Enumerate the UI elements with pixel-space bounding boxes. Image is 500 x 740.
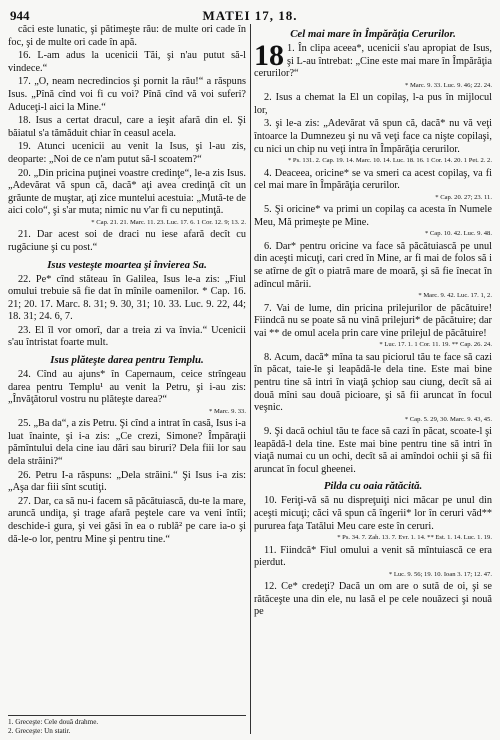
text: 8. Acum, dacă* mîna ta sau piciorul tău te face să cazi în păcat, taie-le şi leapădă-le dela tine. Este mai bine pentru tine să intri în viaţă şchiop sau ciung, decît să ai două mîni sau două picioare, şi să fii aruncat în focul veşnic. [254, 351, 492, 414]
left-column [8, 24, 246, 736]
text: 16. L-am adus la ucenicii Tăi, şi n'au putut să-l vindece.“ [8, 50, 246, 74]
verse [254, 426, 492, 476]
text: 22. Pe* cînd stăteau în Galilea, Isus le-a zis: „Fiul omului trebuie să fie dat în mînile oamenilor. * Cap. 16. 21; 20. 17. Marc. 8. 31; 9. 30, 31; 10. 33. Luc. 9. 22, 44; 18. 31; 24. 6, 7. [8, 273, 246, 323]
verse [254, 168, 492, 193]
text: 23. El îl vor omorî, dar a treia zi va învia.“ Ucenicii s'au întristat foarte mult. [8, 324, 246, 349]
footnote: 2. Greceşte: Un statir. [8, 727, 71, 736]
text: 27. Dar, ca să nu-i facem să păcătuiască, du-te la mare, aruncă undiţa, şi trage afară peştele care va veni întîi; deschide-i gura, şi vei găsi în ea o rublă² pe care ia-o şi dă-le-o lor, pentru Mine şi pentru tine.“ [8, 495, 246, 545]
cross-reference [254, 571, 492, 579]
text: 24. Cînd au ajuns* în Capernaum, ceice strîngeau darea pentru Templu¹ au venit la Petru, şi i-au zis: „Învăţătorul vostru nu plăteşte darea?“ [8, 369, 246, 406]
text: 5. Şi oricine* va primi un copilaş ca acesta în Numele Meu, Mă primeşte pe Mine. [254, 204, 492, 228]
cross-reference [254, 82, 492, 90]
text: 20. „Din pricina puţinei voastre credinţe“, le-a zis Isus. „Adevărat vă spun că, dacă* aţi avea credinţă cît un grăunte de muştar, aţi zice muntelui acestuia: „Mută-te de aici colo“, şi s'ar muta; nimic nu v'ar fi cu neputinţă. [8, 167, 246, 217]
verse [254, 92, 492, 117]
right-column [254, 24, 492, 736]
text: 21. Dar acest soi de draci nu iese afară decît cu rugăciune şi cu post.“ [8, 229, 246, 253]
page-number: 944 [10, 8, 30, 23]
verse [8, 470, 246, 495]
verse [254, 495, 492, 533]
verse [8, 496, 246, 546]
section-heading [254, 480, 492, 493]
chapter-number: 18 [254, 39, 284, 72]
verse [8, 229, 246, 254]
text: 25. „Ba da“, a zis Petru. Şi cînd a intrat în casă, Isus i-a luat înainte, şi i-a zis: „Ce crezi, Simone? Împăraţii pămîntului dela cine iau dări sau biruri? Dela fiii lor sau dela străini?“ [8, 418, 246, 468]
running-title: MATEI 17, 18. [202, 8, 298, 23]
footnotes [8, 715, 246, 736]
text: 18. Isus a certat dracul, care a ieşit afară din el. Şi băiatul s'a tămăduit chiar în ceasul acela. [8, 115, 246, 139]
section-heading [8, 354, 246, 367]
verse [8, 50, 246, 75]
verse [254, 303, 492, 341]
verse [254, 241, 492, 291]
text: * Ps. 34. 7. Zah. 13. 7. Evr. 1. 14. ** Est. 1. 14. Luc. 1. 19. [337, 534, 492, 542]
text: 11. Fiindcă* Fiul omului a venit să mîntuiască ce era pierdut. [254, 544, 492, 569]
verse [8, 141, 246, 166]
cross-reference [254, 292, 492, 300]
text: 4. Deaceea, oricine* se va smeri ca acest copilaş, va fi cel mai mare în Împărăţia cerurilor. [254, 167, 492, 192]
cross-reference [254, 157, 492, 165]
text: * Marc. 9. 33. [209, 407, 246, 415]
cross-reference [8, 408, 246, 416]
verse [8, 24, 246, 49]
text: Isus plăteşte darea pentru Templu. [50, 354, 204, 367]
cross-reference [254, 194, 492, 202]
verse [254, 118, 492, 156]
text: 1. În clipa aceea*, ucenicii s'au apropiat de Isus, şi L-au întrebat: „Cine este mai mare în Împărăţia cerurilor?“ [254, 43, 492, 80]
cross-reference [254, 230, 492, 238]
text: 10. Feriţi-vă să nu dispreţuiţi nici măcar pe unul din aceşti micuţi; căci vă spun că îngerii* lor în ceruri văd** pururea faţa Tatălui Meu care este în ceruri. [254, 495, 492, 532]
text: 9. Şi dacă ochiul tău te face să cazi în păcat, scoate-l şi leapădă-l dela tine. Este mai bine pentru tine să intri în viaţă numai cu un ochi, decît să ai amîndoi ochii şi să fii aruncat în focul gheenei. [254, 426, 492, 475]
verse [8, 369, 246, 407]
verse [254, 581, 492, 619]
text: căci este lunatic, şi pătimeşte rău: de multe ori cade în foc, şi de multe ori cade în apă. [8, 24, 246, 48]
cross-reference [254, 416, 492, 424]
text: * Luc. 9. 56; 19. 10. Ioan 3. 17; 12. 47. [388, 570, 492, 578]
chapter-start-verse [254, 39, 492, 81]
cross-reference [254, 341, 492, 349]
text: Cel mai mare în Împărăţia Cerurilor. [290, 28, 456, 40]
text: Isus vesteşte moartea şi învierea Sa. [47, 258, 207, 271]
footnote: 1. Greceşte: Cele două drahme. [8, 718, 99, 727]
text: * Luc. 17. 1. 1 Cor. 11. 19. ** Cap. 26. 24. [379, 341, 492, 349]
text: 19. Atunci ucenicii au venit la Isus, şi l-au zis, deoparte: „Noi de ce n'am putut să-l scoatem?“ [8, 141, 246, 165]
section-heading [254, 28, 492, 41]
verse [8, 115, 246, 140]
text: 6. Dar* pentru oricine va face să păcătuiască pe unul din aceşti micuţi, cari cred în Mine, ar fi mai de folos să i se atîrne de gît o piatră mare de moară, şi să fie înecat în adîncul mării. [254, 240, 492, 290]
verse [8, 274, 246, 324]
text: Pilda cu oaia rătăcită. [323, 480, 423, 493]
text: * Marc. 9. 33. Luc. 9. 46; 22. 24. [405, 81, 492, 89]
text: 26. Petru I-a răspuns: „Dela străini.“ Şi Isus i-a zis: „Aşa dar fiii sînt scutiţi. [8, 469, 246, 494]
verse [254, 545, 492, 570]
verse [8, 76, 246, 114]
text: 17. „O, neam necredincios şi pornit la rău!“ a răspuns Isus. „Pînă cînd voi fi cu voi? Pînă cînd vă voi suferi? Aduceţi-l aici la Mine.“ [8, 76, 246, 113]
verse [254, 352, 492, 415]
text: * Cap. 10. 42. Luc. 9. 48. [424, 230, 492, 238]
section-heading [8, 259, 246, 272]
verse [8, 325, 246, 350]
text: 12. Ce* credeţi? Dacă un om are o sută de oi, şi se rătăceşte una din ele, nu lasă el pe cele nouăzeci şi nouă pe [254, 581, 492, 618]
verse [8, 418, 246, 468]
text: 2. Isus a chemat la El un copilaş, l-a pus în mijlocul lor, [254, 92, 492, 116]
text: * Cap. 5. 29, 30. Marc. 9. 43, 45. [404, 415, 492, 423]
verse [8, 168, 246, 218]
cross-reference [8, 219, 246, 227]
text: * Cap. 21. 21. Marc. 11. 23. Luc. 17. 6. 1 Cor. 12. 9; 13. 2. [91, 218, 246, 226]
text: 7. Vai de lume, din pricina prilejurilor de păcătuire! Fiindcă nu se poate să nu vină prilejuri* de păcătuire; dar vai ** de omul acela prin care vine prilejul de păcătuire! [254, 302, 492, 339]
text: * Ps. 131. 2. Cap. 19. 14. Marc. 10. 14. Luc. 18. 16. 1 Cor. 14. 20. 1 Pet. 2. 2. [287, 157, 492, 165]
text: * Cap. 20. 27; 23. 11. [435, 193, 492, 201]
text: * Marc. 9. 42. Luc. 17. 1, 2. [418, 292, 492, 300]
text: 3. şi le-a zis: „Adevărat vă spun că, dacă* nu vă veţi întoarce la Dumnezeu şi nu vă veţi face ca nişte copilaşi, cu nici un chip nu veţi intra în Împărăţia cerurilor. [254, 118, 492, 155]
verse [254, 204, 492, 229]
cross-reference [254, 534, 492, 542]
